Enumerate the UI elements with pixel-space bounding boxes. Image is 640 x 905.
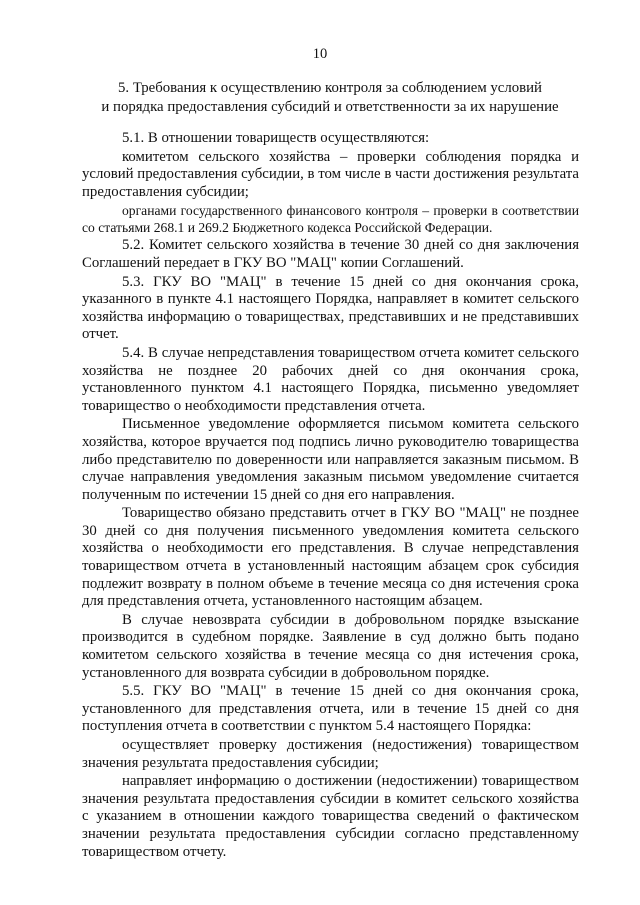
paragraph-5-5: 5.5. ГКУ ВО "МАЦ" в течение 15 дней со дня окончания срока, установленного для представления отчета, или в течение 15 дней со дня поступления отчета в соответствии с пунктом 5.4 настоящего Порядка: bbox=[82, 683, 579, 735]
paragraph-financial-control-checks: органами государственного финансового контроля – проверки в соответствии со статьями 268.1 и 269.2 Бюджетного кодекса Российской Федерации. bbox=[82, 203, 579, 236]
paragraph-verification: осуществляет проверку достижения (недостижения) товариществом значения результата предоставления субсидии; bbox=[82, 737, 579, 771]
paragraph-court-recovery: В случае невозврата субсидии в добровольном порядке взыскание производится в судебном порядке. Заявление в суд должно быть подано комитетом сельского хозяйства в течение месяца со дня истечения срока, установленного для возврата субсидии в добровольном порядке. bbox=[82, 611, 579, 681]
paragraph-written-notice: Письменное уведомление оформляется письмом комитета сельского хозяйства, которое вручается под подпись лично руководителю товарищества либо представителю по доверенности или направляется заказным письмом. В случае направления уведомления заказным письмом уведомление считается полученным по истечении 15 дней со дня его направления. bbox=[82, 416, 579, 503]
paragraph-report-obligation: Товарищество обязано представить отчет в ГКУ ВО "МАЦ" не позднее 30 дней со дня получения письменного уведомления комитета сельского хозяйства о необходимости его представления. В случае непредставления товариществом отчета в установленный настоящим абзацем срок субсидия подлежит возврату в полном объеме в течение месяца со дня истечения срока для представления отчета, установленного настоящим абзацем. bbox=[82, 505, 579, 610]
section-heading-line-2: и порядка предоставления субсидий и ответственности за их нарушение bbox=[101, 99, 559, 115]
section-heading-line-1: 5. Требования к осуществлению контроля за соблюдением условий bbox=[118, 80, 542, 96]
paragraph-5-3: 5.3. ГКУ ВО "МАЦ" в течение 15 дней со дня окончания срока, указанного в пункте 4.1 настоящего Порядка, направляет в комитет сельского хозяйства информацию о товариществах, представивших и не представивших отчет. bbox=[82, 273, 579, 343]
page-number: 10 bbox=[312, 46, 328, 62]
paragraph-agriculture-committee-checks: комитетом сельского хозяйства – проверки соблюдения порядка и условий предоставления субсидии, в том числе в части достижения результата предоставления субсидии; bbox=[82, 148, 579, 200]
paragraph-5-1: 5.1. В отношении товариществ осуществляются: bbox=[122, 130, 430, 146]
paragraph-information-transfer: направляет информацию о достижении (недостижении) товариществом значения результата предоставления субсидии в комитет сельского хозяйства с указанием в отношении каждого товарищества сведений о фактическом значении результата предоставления субсидии согласно представленному товариществом отчету. bbox=[82, 773, 579, 860]
document-body bbox=[82, 130, 579, 861]
paragraph-5-4: 5.4. В случае непредставления товариществом отчета комитет сельского хозяйства не позднее 20 рабочих дней со дня окончания срока, установленного пунктом 4.1 настоящего Порядка, письменно уведомляет товарищество о необходимости представления отчета. bbox=[82, 344, 579, 414]
paragraph-5-2: 5.2. Комитет сельского хозяйства в течение 30 дней со дня заключения Соглашений передает в ГКУ ВО "МАЦ" копии Соглашений. bbox=[82, 237, 579, 271]
section-heading bbox=[70, 79, 590, 117]
